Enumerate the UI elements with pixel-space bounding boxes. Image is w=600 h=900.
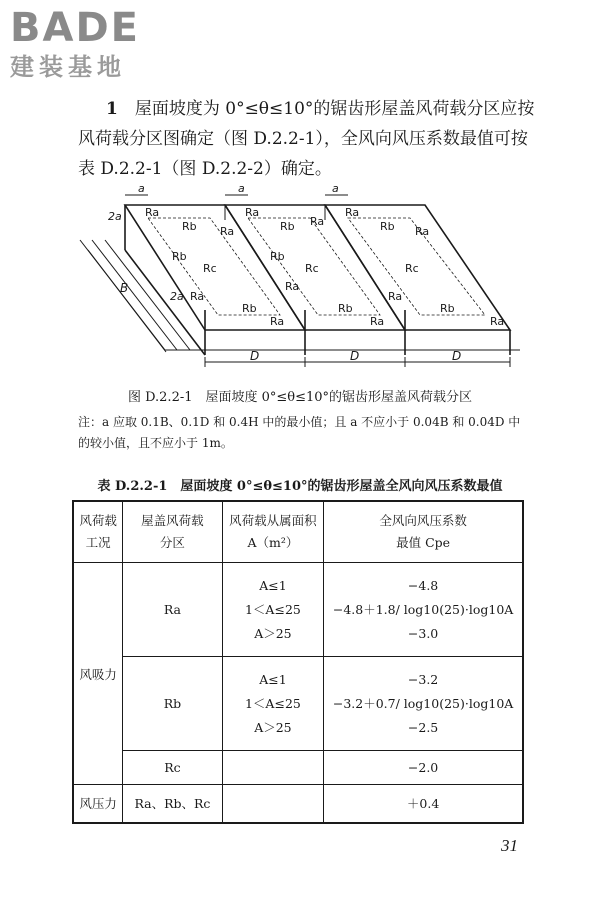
dimension-line-b [88,250,166,352]
coefficient-cell: ＋0.4 [324,785,523,823]
coefficient-cell: −2.0 [324,751,523,785]
zone-label-ra: Ra [190,290,205,303]
area-cell: A≤1 1＜A≤25 A＞25 [222,563,324,657]
header-tributary-area: 风荷载从属面积 A（m²） [222,501,324,563]
table-title: 表 D.2.2-1 屋面坡度 0°≤θ≤10°的锯齿形屋盖全风向风压系数最值 [97,479,503,494]
zone-label-rb: Rb [182,220,197,233]
label-a: a [332,182,339,195]
label-a: a [138,182,145,195]
clause-text: 屋面坡度为 0°≤θ≤10°的锯齿形屋盖风荷载分区应按风荷载分区图确定（图 D.2.2-1），全风向风压系数最值可按表 D.2.2-1（图 D.2.2-2）确定。 [78,99,535,179]
table-row [73,785,523,823]
header-pressure-coefficient: 全风向风压系数 最值 Cpe [324,501,523,563]
zone-label-ra: Ra [285,280,300,293]
zone-cell: Ra [123,563,222,657]
zone-label-rb: Rb [270,250,285,263]
label-d: D [250,349,260,363]
logo [10,6,175,82]
suction-case-cell: 风吸力 [73,563,123,785]
label-d: D [350,349,360,363]
coefficient-cell: −4.8 −4.8＋1.8/ log10(25)·log10A −3.0 [324,563,523,657]
zone-label-ra: Ra [490,315,505,328]
table-row [73,657,523,751]
figure-caption: 图 D.2.2-1 屋面坡度 0°≤θ≤10°的锯齿形屋盖风荷载分区 [127,390,473,405]
zone-label-ra: Ra [370,315,385,328]
label-d: D [452,349,462,363]
label-b: B [120,281,129,295]
zone-label-ra: Ra [388,290,403,303]
zone-cell: Rc [123,751,222,785]
wind-pressure-coefficient-table [72,500,524,824]
logo-sub-text: 建装基地 [10,53,126,81]
zone-label-rc: Rc [405,262,419,275]
label-a: a [238,182,245,195]
zone-label-rb: Rb [338,302,353,315]
clause-number: 1 [106,99,118,119]
zone-label-ra: Ra [245,206,260,219]
zone-label-ra: Ra [310,215,325,228]
zone-label-ra: Ra [345,206,360,219]
zone-label-ra: Ra [415,225,430,238]
table-row [73,751,523,785]
zone-label-rb: Rb [280,220,295,233]
zone-label-ra: Ra [145,206,160,219]
zone-cell: Ra、Rb、Rc [123,785,222,823]
area-cell: A≤1 1＜A≤25 A＞25 [222,657,324,751]
hatch-line [92,240,177,350]
pressure-case-cell: 风压力 [73,785,123,823]
zone-label-ra: Ra [220,225,235,238]
coefficient-cell: −3.2 −3.2＋0.7/ log10(25)·log10A −2.5 [324,657,523,751]
zone-cell: Rb [123,657,222,751]
zone-label-ra: Ra [270,315,285,328]
zone-label-rc: Rc [203,262,217,275]
page-number: 31 [501,836,518,855]
header-load-case: 风荷载 工况 [73,501,123,563]
zone-label-rb: Rb [380,220,395,233]
area-cell [222,785,324,823]
zone-label-rb: Rb [172,250,187,263]
zone-label-rb: Rb [242,302,257,315]
table-row [73,563,523,657]
zone-label-rb: Rb [440,302,455,315]
clause-paragraph [78,94,538,184]
area-cell [222,751,324,785]
zone-label-rc: Rc [305,262,319,275]
label-2a: 2a [108,210,122,223]
table-header-row [73,501,523,563]
figure-note: 注：a 应取 0.1B、0.1D 和 0.4H 中的最小值；且 a 不应小于 0.04B 和 0.04D 中的较小值，且不应小于 1m。 [78,415,521,450]
sawtooth-roof-zoning-diagram [70,180,530,380]
header-roof-zone: 屋盖风荷载 分区 [123,501,222,563]
logo-main-text: BADE [10,5,140,51]
label-2a: 2a [170,290,184,303]
